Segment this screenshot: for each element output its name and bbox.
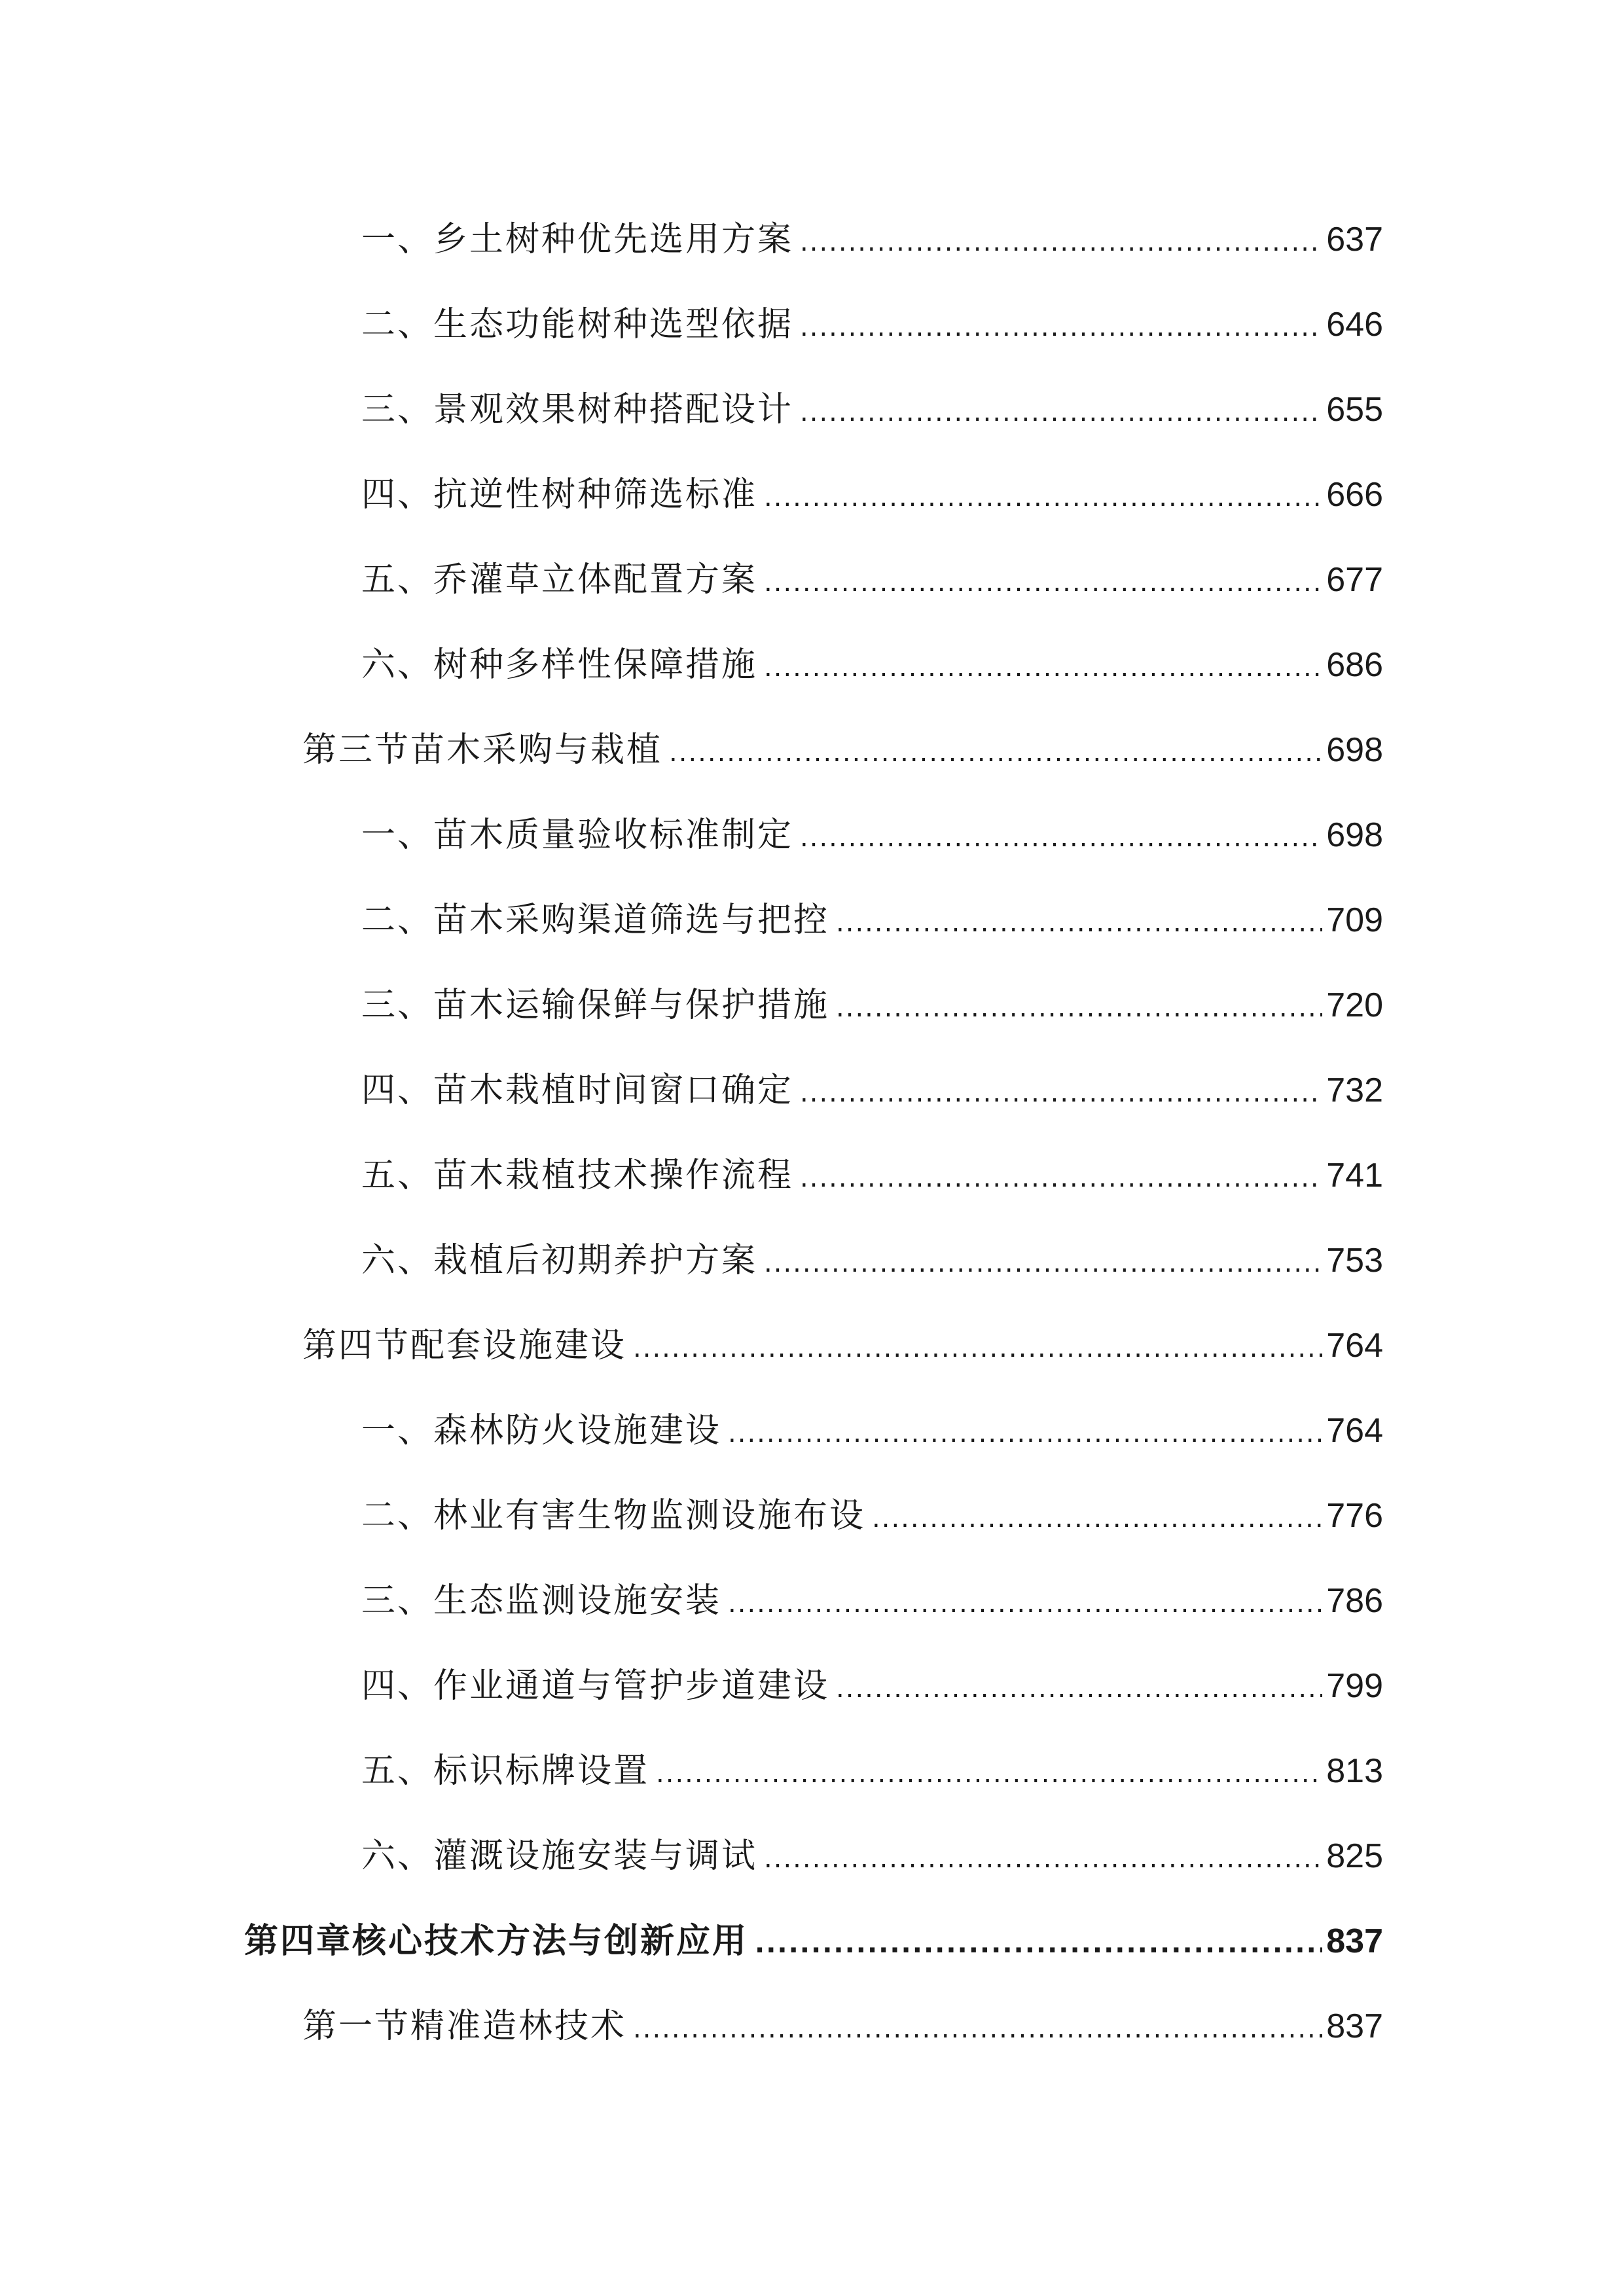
toc-dot-leader [800, 816, 1322, 859]
toc-entry[interactable] [361, 1154, 1383, 1197]
toc-dot-leader [656, 1752, 1322, 1795]
toc-page-number: 686 [1326, 646, 1383, 684]
toc-entry[interactable] [361, 1069, 1383, 1112]
toc-entry-title: 五、乔灌草立体配置方案 [361, 560, 758, 600]
toc-dot-leader [728, 1582, 1322, 1625]
toc-page-number: 837 [1326, 1922, 1383, 1960]
toc-page-number: 637 [1326, 221, 1383, 259]
toc-dot-leader [800, 1157, 1322, 1200]
toc-entry[interactable] [361, 643, 1383, 687]
toc-entry[interactable] [361, 303, 1383, 346]
toc-entry-title: 五、苗木栽植技术操作流程 [361, 1156, 794, 1195]
toc-page-number: 786 [1326, 1582, 1383, 1620]
toc-dot-leader [633, 2007, 1322, 2051]
toc-page-number: 799 [1326, 1667, 1383, 1705]
toc-entry[interactable] [361, 1239, 1383, 1282]
toc-entry-title: 六、树种多样性保障措施 [361, 645, 758, 685]
toc-page-number: 776 [1326, 1497, 1383, 1535]
toc-page-number: 666 [1326, 476, 1383, 514]
toc-section-entry[interactable] [302, 1324, 1383, 1367]
toc-page-number: 655 [1326, 391, 1383, 429]
toc-page-number: 741 [1326, 1157, 1383, 1194]
toc-dot-leader [872, 1497, 1322, 1540]
toc-entry-title: 二、生态功能树种选型依据 [361, 305, 794, 344]
toc-chapter-entry[interactable] [244, 1920, 1383, 1963]
toc-page-number: 753 [1326, 1242, 1383, 1280]
toc-entry[interactable] [361, 1835, 1383, 1878]
toc-entry-title: 六、灌溉设施安装与调试 [361, 1837, 758, 1876]
toc-dot-leader [836, 1667, 1322, 1710]
toc-entry[interactable] [361, 388, 1383, 431]
toc-page-number: 732 [1326, 1071, 1383, 1109]
toc-page-number: 720 [1326, 986, 1383, 1024]
toc-entry-title: 三、景观效果树种搭配设计 [361, 390, 794, 429]
toc-dot-leader [755, 1922, 1322, 1965]
toc-entry[interactable] [361, 899, 1383, 942]
toc-entry-title: 四、作业通道与管护步道建设 [361, 1666, 830, 1706]
toc-entry-title: 一、森林防火设施建设 [361, 1411, 722, 1450]
toc-dot-leader [764, 476, 1322, 519]
toc-page-number: 764 [1326, 1327, 1383, 1365]
toc-entry-title: 二、苗木采购渠道筛选与把控 [361, 901, 830, 940]
toc-entry[interactable] [361, 984, 1383, 1027]
toc-entry[interactable] [361, 814, 1383, 857]
toc-dot-leader [764, 1837, 1322, 1880]
toc-entry[interactable] [361, 1749, 1383, 1793]
toc-page-number: 837 [1326, 2007, 1383, 2045]
toc-dot-leader [836, 901, 1322, 944]
toc-page-number: 709 [1326, 901, 1383, 939]
toc-page-number: 825 [1326, 1837, 1383, 1875]
toc-entry[interactable] [361, 473, 1383, 516]
toc-dot-leader [800, 306, 1322, 349]
toc-entry-title: 四、抗逆性树种筛选标准 [361, 475, 758, 514]
toc-entry-title: 五、标识标牌设置 [361, 1751, 650, 1791]
toc-entry[interactable] [361, 218, 1383, 261]
toc-entry-title: 第一节精准造林技术 [302, 2007, 627, 2046]
toc-entry-title: 四、苗木栽植时间窗口确定 [361, 1071, 794, 1110]
toc-entry[interactable] [361, 1409, 1383, 1452]
toc-page-number: 698 [1326, 731, 1383, 769]
toc-page-number: 698 [1326, 816, 1383, 854]
toc-page-number: 677 [1326, 561, 1383, 599]
toc-dot-leader [800, 1071, 1322, 1115]
toc-page-number: 646 [1326, 306, 1383, 344]
toc-dot-leader [800, 391, 1322, 434]
toc-page-number: 764 [1326, 1412, 1383, 1450]
toc-entry-title: 六、栽植后初期养护方案 [361, 1241, 758, 1280]
toc-dot-leader [836, 986, 1322, 1030]
toc-entry-title: 第四节配套设施建设 [302, 1326, 627, 1365]
toc-page-number: 813 [1326, 1752, 1383, 1790]
toc-dot-leader [764, 561, 1322, 604]
toc-entry[interactable] [361, 1579, 1383, 1623]
toc-entry-title: 三、苗木运输保鲜与保护措施 [361, 986, 830, 1025]
toc-dot-leader [764, 1242, 1322, 1285]
toc-entry-title: 第三节苗木采购与栽植 [302, 730, 663, 770]
toc-section-entry[interactable] [302, 728, 1383, 772]
toc-dot-leader [764, 646, 1322, 689]
toc-entry-title: 一、乡土树种优先选用方案 [361, 220, 794, 259]
toc-entry[interactable] [361, 1664, 1383, 1708]
toc-entry-title: 第四章核心技术方法与创新应用 [244, 1922, 749, 1961]
toc-entry-title: 三、生态监测设施安装 [361, 1581, 722, 1621]
toc-dot-leader [728, 1412, 1322, 1455]
toc-dot-leader [669, 731, 1322, 774]
toc-entry[interactable] [361, 558, 1383, 601]
toc-entry-title: 一、苗木质量验收标准制定 [361, 816, 794, 855]
toc-section-entry[interactable] [302, 2005, 1383, 2048]
toc-dot-leader [800, 221, 1322, 264]
toc-dot-leader [633, 1327, 1322, 1370]
toc-entry-title: 二、林业有害生物监测设施布设 [361, 1496, 866, 1535]
toc-entry[interactable] [361, 1494, 1383, 1537]
